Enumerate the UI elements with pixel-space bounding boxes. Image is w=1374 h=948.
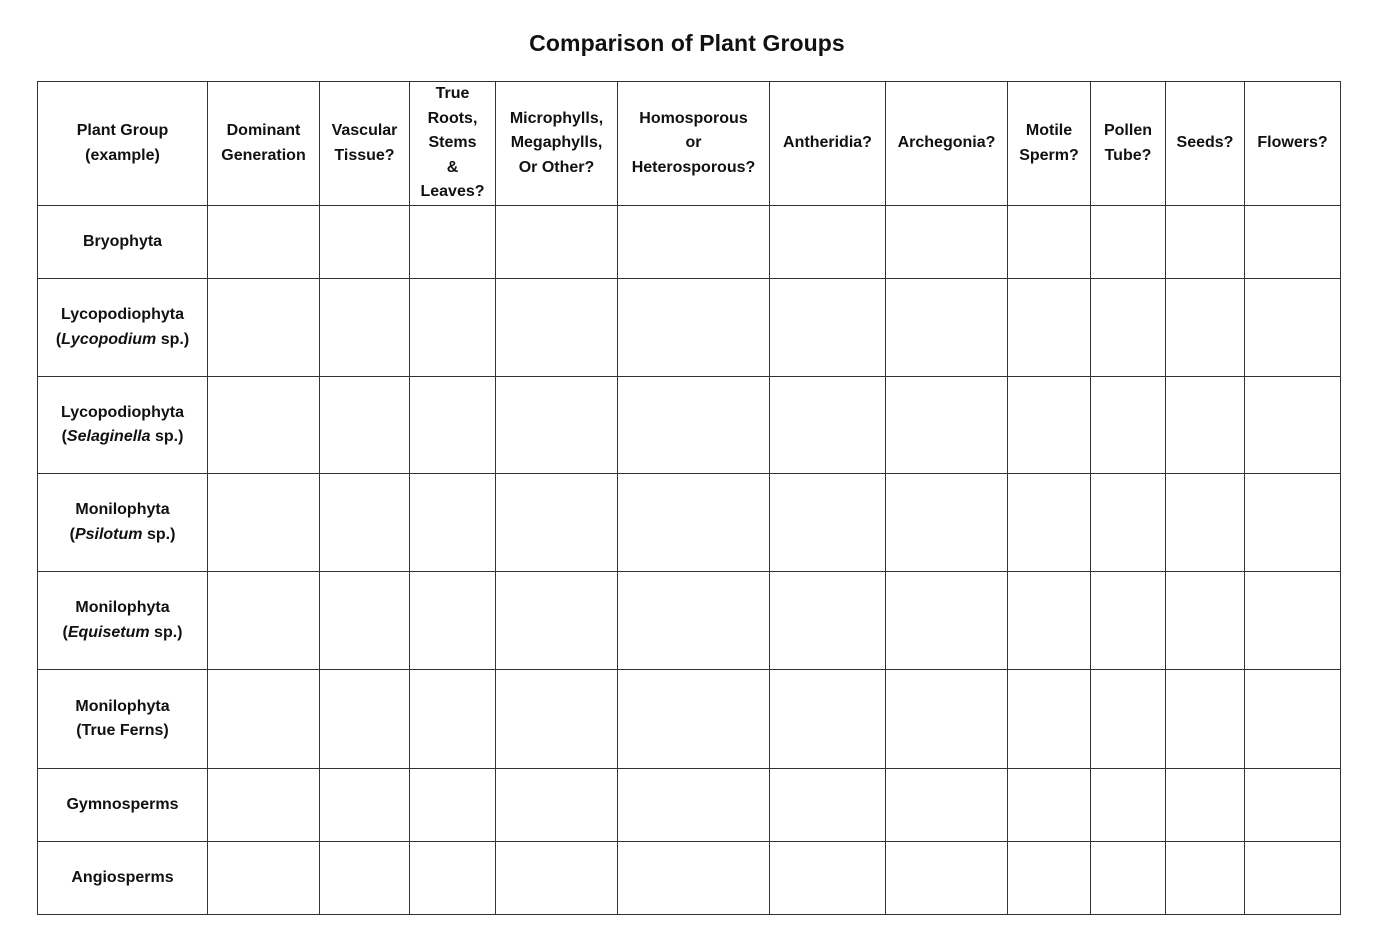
plant-group-name: Angiosperms (71, 868, 174, 886)
answer-cell[interactable] (1008, 206, 1091, 279)
answer-cell[interactable] (320, 279, 410, 377)
answer-cell[interactable] (410, 474, 496, 572)
plant-group-name: Monilophyta (75, 697, 170, 715)
example-close: sp.) (150, 428, 184, 445)
answer-cell[interactable] (1091, 474, 1166, 572)
answer-cell[interactable] (770, 377, 886, 474)
column-header (1166, 82, 1245, 206)
table-row (38, 769, 1341, 842)
plant-group-name: Monilophyta (75, 599, 170, 616)
column-header-line: Flowers? (1257, 134, 1328, 152)
column-header (618, 82, 770, 206)
answer-cell[interactable] (208, 670, 320, 769)
answer-cell[interactable] (770, 769, 886, 842)
column-header-line: (example) (85, 146, 160, 164)
answer-cell[interactable] (770, 474, 886, 572)
answer-cell[interactable] (1091, 206, 1166, 279)
row-label (38, 842, 208, 915)
example-close: sp.) (156, 330, 190, 348)
example-open: ( (55, 330, 62, 348)
answer-cell[interactable] (770, 670, 886, 769)
column-header (208, 82, 320, 206)
column-header-line: Tube? (1104, 146, 1152, 164)
example-genus: Selaginella (66, 428, 151, 445)
answer-cell[interactable] (1166, 206, 1245, 279)
column-header-line: Tissue? (334, 146, 395, 164)
plant-example: (True Ferns) (76, 722, 169, 739)
column-header (1245, 82, 1341, 206)
plant-group-name: Lycopodiophyta (61, 306, 184, 323)
answer-cell[interactable] (618, 206, 770, 279)
answer-cell[interactable] (208, 572, 320, 670)
example-close: sp.) (142, 525, 176, 543)
column-header-line: Motile (1025, 122, 1073, 139)
answer-cell[interactable] (1008, 670, 1091, 769)
example-open: ( (69, 525, 75, 543)
table-body (38, 206, 1341, 915)
column-header-line: Plant Group (76, 122, 169, 139)
answer-cell[interactable] (320, 769, 410, 842)
comparison-table (37, 81, 1341, 915)
answer-cell[interactable] (496, 842, 618, 915)
answer-cell[interactable] (410, 572, 496, 670)
answer-cell[interactable] (886, 474, 1008, 572)
answer-cell[interactable] (770, 842, 886, 915)
answer-cell[interactable] (1008, 474, 1091, 572)
answer-cell[interactable] (1091, 377, 1166, 474)
answer-cell[interactable] (208, 206, 320, 279)
answer-cell[interactable] (1008, 769, 1091, 842)
answer-cell[interactable] (496, 474, 618, 572)
answer-cell[interactable] (410, 670, 496, 769)
answer-cell[interactable] (886, 206, 1008, 279)
column-header-line: Microphylls, (509, 109, 604, 127)
row-label (38, 769, 208, 842)
plant-group-name: Bryophyta (82, 232, 163, 250)
answer-cell[interactable] (410, 279, 496, 377)
header-row (38, 82, 1341, 206)
answer-cell[interactable] (1091, 572, 1166, 670)
answer-cell[interactable] (496, 572, 618, 670)
answer-cell[interactable] (496, 279, 618, 377)
answer-cell[interactable] (410, 206, 496, 279)
answer-cell[interactable] (1166, 670, 1245, 769)
answer-cell[interactable] (1091, 670, 1166, 769)
answer-cell[interactable] (320, 670, 410, 769)
column-header (1091, 82, 1166, 206)
answer-cell[interactable] (1008, 842, 1091, 915)
column-header (886, 82, 1008, 206)
answer-cell[interactable] (208, 474, 320, 572)
answer-cell[interactable] (496, 769, 618, 842)
answer-cell[interactable] (320, 474, 410, 572)
answer-cell[interactable] (1245, 842, 1341, 915)
answer-cell[interactable] (320, 377, 410, 474)
row-label (38, 279, 208, 377)
answer-cell[interactable] (1166, 769, 1245, 842)
answer-cell[interactable] (1245, 474, 1341, 572)
plant-group-name: Monilophyta (75, 501, 170, 518)
column-header-line: Pollen (1103, 122, 1152, 139)
answer-cell[interactable] (886, 670, 1008, 769)
answer-cell[interactable] (618, 769, 770, 842)
example-genus: Equisetum (67, 623, 150, 641)
example-close: sp.) (149, 623, 183, 641)
page-title: Comparison of Plant Groups (529, 30, 845, 56)
answer-cell[interactable] (618, 670, 770, 769)
column-header (770, 82, 886, 206)
answer-cell[interactable] (496, 377, 618, 474)
table-row (38, 206, 1341, 279)
column-header-line: Vascular (331, 122, 398, 139)
column-header-line: Heterosporous? (631, 158, 756, 176)
column-header (410, 82, 496, 206)
column-header-line: Roots, (427, 109, 478, 127)
column-header (496, 82, 618, 206)
row-label (38, 206, 208, 279)
row-label (38, 377, 208, 474)
answer-cell[interactable] (1166, 474, 1245, 572)
plant-group-name: Lycopodiophyta (61, 403, 184, 421)
table-row (38, 377, 1341, 474)
answer-cell[interactable] (1166, 842, 1245, 915)
plant-example (40, 328, 205, 353)
plant-group-name: Gymnosperms (66, 795, 179, 813)
answer-cell[interactable] (886, 842, 1008, 915)
answer-cell[interactable] (618, 377, 770, 474)
answer-cell[interactable] (618, 474, 770, 572)
answer-cell[interactable] (1008, 377, 1091, 474)
answer-cell[interactable] (1245, 572, 1341, 670)
column-header-line: Archegonia? (897, 134, 996, 152)
answer-cell[interactable] (208, 279, 320, 377)
answer-cell[interactable] (1245, 769, 1341, 842)
row-label (38, 670, 208, 769)
answer-cell[interactable] (1245, 206, 1341, 279)
answer-cell[interactable] (770, 572, 886, 670)
answer-cell[interactable] (320, 572, 410, 670)
table-row (38, 572, 1341, 670)
row-label (38, 474, 208, 572)
column-header (1008, 82, 1091, 206)
answer-cell[interactable] (410, 377, 496, 474)
answer-cell[interactable] (1166, 279, 1245, 377)
answer-cell[interactable] (320, 842, 410, 915)
plant-example (40, 621, 205, 646)
answer-cell[interactable] (1245, 377, 1341, 474)
column-header-line: Stems (428, 134, 477, 152)
example-open: ( (61, 428, 67, 445)
answer-cell[interactable] (1166, 377, 1245, 474)
column-header-line: Leaves? (420, 183, 485, 201)
answer-cell[interactable] (886, 769, 1008, 842)
answer-cell[interactable] (618, 572, 770, 670)
column-header-line: True (435, 85, 470, 103)
answer-cell[interactable] (208, 842, 320, 915)
answer-cell[interactable] (618, 842, 770, 915)
example-open: ( (62, 623, 68, 641)
answer-cell[interactable] (496, 670, 618, 769)
column-header-line: & (446, 158, 459, 176)
answer-cell[interactable] (1245, 279, 1341, 377)
plant-example (40, 523, 205, 548)
plant-example (40, 425, 205, 450)
answer-cell[interactable] (496, 206, 618, 279)
column-header-line: Seeds? (1176, 134, 1234, 152)
answer-cell[interactable] (1091, 842, 1166, 915)
answer-cell[interactable] (886, 572, 1008, 670)
example-genus: Lycopodium (61, 330, 157, 348)
column-header-line: Generation (221, 146, 306, 164)
answer-cell[interactable] (1091, 769, 1166, 842)
row-label (38, 572, 208, 670)
answer-cell[interactable] (1008, 572, 1091, 670)
column-header-line: Megaphylls, (510, 134, 603, 152)
column-header-line: Or Other? (518, 158, 595, 176)
answer-cell[interactable] (208, 769, 320, 842)
table-row (38, 670, 1341, 769)
answer-cell[interactable] (410, 769, 496, 842)
table-row (38, 474, 1341, 572)
answer-cell[interactable] (618, 279, 770, 377)
column-header-line: Antheridia? (783, 134, 872, 152)
answer-cell[interactable] (886, 279, 1008, 377)
answer-cell[interactable] (320, 206, 410, 279)
answer-cell[interactable] (1008, 279, 1091, 377)
answer-cell[interactable] (886, 377, 1008, 474)
table-row (38, 842, 1341, 915)
example-genus: Psilotum (74, 525, 143, 543)
column-header (320, 82, 410, 206)
table-row (38, 279, 1341, 377)
answer-cell[interactable] (410, 842, 496, 915)
column-header-line: Dominant (226, 122, 301, 139)
column-header-line: Sperm? (1019, 146, 1079, 164)
answer-cell[interactable] (770, 206, 886, 279)
answer-cell[interactable] (770, 279, 886, 377)
column-header (38, 82, 208, 206)
answer-cell[interactable] (208, 377, 320, 474)
answer-cell[interactable] (1166, 572, 1245, 670)
column-header-line: or (685, 134, 702, 152)
answer-cell[interactable] (1091, 279, 1166, 377)
answer-cell[interactable] (1245, 670, 1341, 769)
column-header-line: Homosporous (639, 109, 748, 127)
